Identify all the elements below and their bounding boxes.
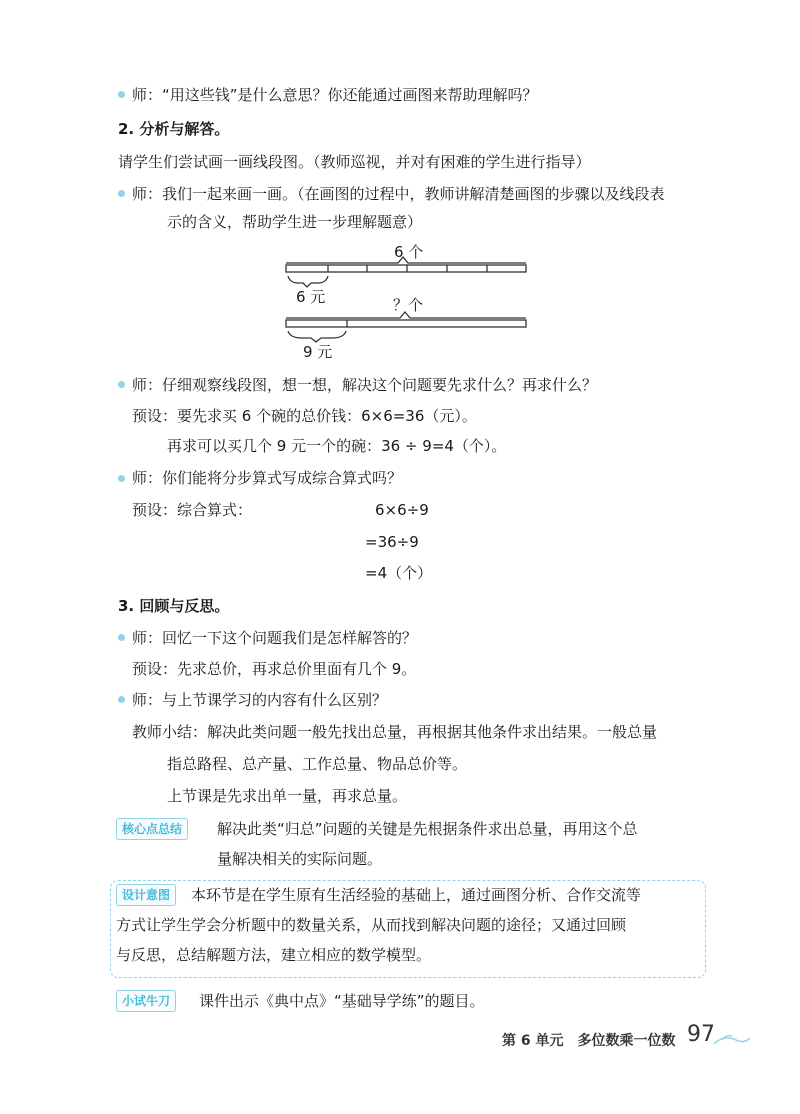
bullet-dot bbox=[118, 381, 125, 388]
bullet-dot bbox=[118, 696, 125, 703]
section-heading-2: 2. 分析与解答。 bbox=[118, 120, 230, 138]
practice-text: 课件出示《典中点》“基础导学练”的题目。 bbox=[199, 992, 485, 1010]
bullet-dot bbox=[118, 91, 125, 98]
teacher-question-3: 师：你们能将分步算式写成综合算式吗？ bbox=[132, 469, 403, 487]
preset-combined-label: 预设：综合算式： bbox=[132, 501, 253, 519]
instruction-line: 请学生们尝试画一画线段图。（教师巡视，并对有困难的学生进行指导） bbox=[118, 153, 591, 171]
equation-line-3: =4（个） bbox=[365, 564, 433, 582]
core-point-text-1: 解决此类“归总”问题的关键是先根据条件求出总量，再用这个总 bbox=[217, 820, 638, 838]
equation-line-2: =36÷9 bbox=[365, 533, 419, 551]
equation-line-1: 6×6÷9 bbox=[375, 501, 429, 519]
practice-tag: 小试牛刀 bbox=[116, 990, 176, 1012]
bullet-dot bbox=[118, 475, 125, 482]
core-point-text-2: 量解决相关的实际问题。 bbox=[217, 850, 383, 868]
teacher-question-4: 师：回忆一下这个问题我们是怎样解答的？ bbox=[132, 629, 418, 647]
design-intent-text-2: 方式让学生学会分析题中的数量关系，从而找到解决问题的途径；又通过回顾 bbox=[116, 916, 627, 934]
teacher-question-5: 师：与上节课学习的内容有什么区别？ bbox=[132, 691, 388, 709]
teacher-draw-line-2: 示的含义，帮助学生进一步理解题意） bbox=[167, 213, 423, 231]
preset-answer-1: 预设：要先求买 6 个碗的总价钱：6×6=36（元）。 bbox=[132, 407, 477, 425]
preset-answer-2: 再求可以买几个 9 元一个的碗：36 ÷ 9=4（个）。 bbox=[167, 437, 507, 455]
page-number: 97 bbox=[687, 1022, 715, 1047]
bullet-dot bbox=[118, 634, 125, 641]
teacher-summary-3: 上节课是先求出单一量，再求总量。 bbox=[167, 787, 408, 805]
teacher-summary-1: 教师小结：解决此类问题一般先找出总量，再根据其他条件求出结果。一般总量 bbox=[132, 723, 658, 741]
section-heading-3: 3. 回顾与反思。 bbox=[118, 597, 230, 615]
bullet-dot bbox=[118, 190, 125, 197]
leaf-decoration-icon bbox=[712, 1030, 752, 1050]
design-intent-tag: 设计意图 bbox=[116, 884, 176, 906]
teacher-summary-2: 指总路程、总产量、工作总量、物品总价等。 bbox=[167, 755, 468, 773]
core-point-tag: 核心点总结 bbox=[116, 818, 188, 840]
diagram-top-segment-label: 6 元 bbox=[296, 288, 326, 306]
teacher-question-2: 师：仔细观察线段图，想一想，解决这个问题要先求什么？再求什么？ bbox=[132, 376, 598, 394]
design-intent-text-3: 与反思，总结解题方法，建立相应的数学模型。 bbox=[116, 946, 432, 964]
diagram-top-label: 6 个 bbox=[394, 243, 424, 261]
teacher-question-1: 师：“用这些钱”是什么意思？你还能通过画图来帮助理解吗？ bbox=[132, 86, 538, 104]
preset-answer-3: 预设：先求总价，再求总价里面有几个 9。 bbox=[132, 660, 417, 678]
diagram-bottom-label: ？个 bbox=[393, 296, 424, 314]
teacher-draw-line-1: 师：我们一起来画一画。（在画图的过程中，教师讲解清楚画图的步骤以及线段表 bbox=[132, 185, 665, 203]
footer-unit-title: 第 6 单元 多位数乘一位数 bbox=[502, 1033, 676, 1049]
diagram-bottom-segment-label: 9 元 bbox=[303, 343, 333, 361]
design-intent-text-1: 本环节是在学生原有生活经验的基础上，通过画图分析、合作交流等 bbox=[191, 886, 642, 904]
